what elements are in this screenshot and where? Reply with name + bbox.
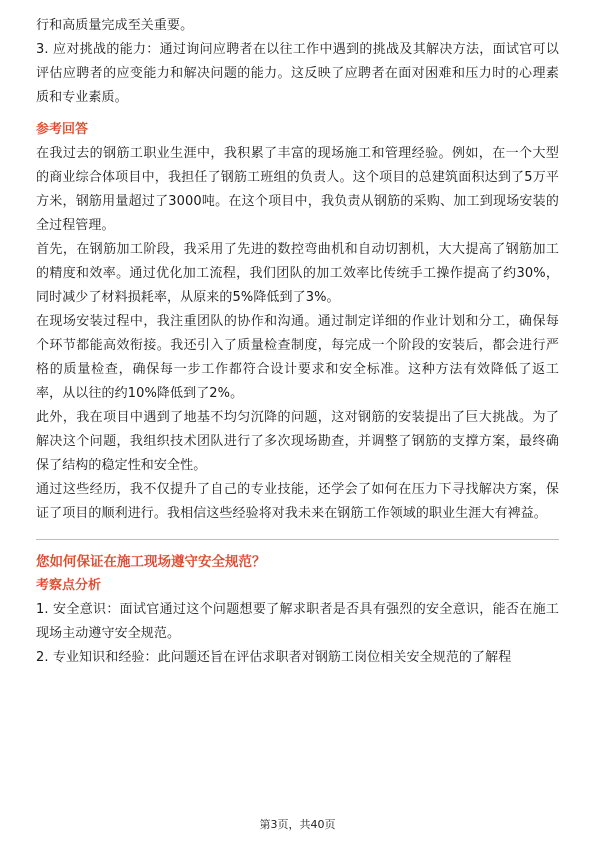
answer-paragraph-2: 首先，在钢筋加工阶段，我采用了先进的数控弯曲机和自动切割机，大大提高了钢筋加工的精度和效率。通过优化加工流程，我们团队的加工效率比传统手工操作提高了约30%，同时减少了材料损耗率，从原来的5%降低到了3%。 <box>36 242 559 305</box>
answer-paragraph-4: 此外，我在项目中遇到了地基不均匀沉降的问题，这对钢筋的安装提出了巨大挑战。为了解决这个问题，我组织技术团队进行了多次现场勘查，并调整了钢筋的支撑方案，最终确保了结构的稳定性和安全性。 <box>36 410 559 473</box>
answer-paragraph-3: 在现场安装过程中，我注重团队的协作和沟通。通过制定详细的作业计划和分工，确保每个环节都能高效衔接。我还引入了质量检查制度，每完成一个阶段的安装后，都会进行严格的质量检查，确保每一步工作都符合设计要求和安全标准。这种方法有效降低了返工率，从以往的约10%降低到了2%。 <box>36 314 559 401</box>
section-divider <box>36 539 559 540</box>
page-footer: 第3页，共40页 <box>259 818 336 831</box>
answer-paragraph-5: 通过这些经历，我不仅提升了自己的专业技能，还学会了如何在压力下寻找解决方案，保证了项目的顺利进行。我相信这些经验将对我未来在钢筋工作领域的职业生涯大有裨益。 <box>36 482 559 521</box>
intro-paragraph-1: 行和高质量完成至关重要。 <box>36 18 194 33</box>
analysis-heading: 考察点分析 <box>36 578 102 593</box>
document-page <box>36 14 559 670</box>
intro-paragraph-2: 3. 应对挑战的能力：通过询问应聘者在以往工作中遇到的挑战及其解决方法，面试官可以评估应聘者的应变能力和解决问题的能力。这反映了应聘者在面对困难和压力时的心理素质和专业素质。 <box>36 42 559 105</box>
answer-heading: 参考回答 <box>36 122 89 137</box>
answer-paragraph-1: 在我过去的钢筋工职业生涯中，我积累了丰富的现场施工和管理经验。例如，在一个大型的商业综合体项目中，我担任了钢筋工班组的负责人。这个项目的总建筑面积达到了5万平方米，钢筋用量超过了3000吨。在这个项目中，我负责从钢筋的采购、加工到现场安装的全过程管理。 <box>36 146 559 233</box>
question-title: 您如何保证在施工现场遵守安全规范？ <box>36 554 266 570</box>
analysis-paragraph-1: 1. 安全意识：面试官通过这个问题想要了解求职者是否具有强烈的安全意识，能否在施工现场主动遵守安全规范。 <box>36 602 559 641</box>
analysis-paragraph-2: 2. 专业知识和经验：此问题还旨在评估求职者对钢筋工岗位相关安全规范的了解程 <box>36 650 512 665</box>
